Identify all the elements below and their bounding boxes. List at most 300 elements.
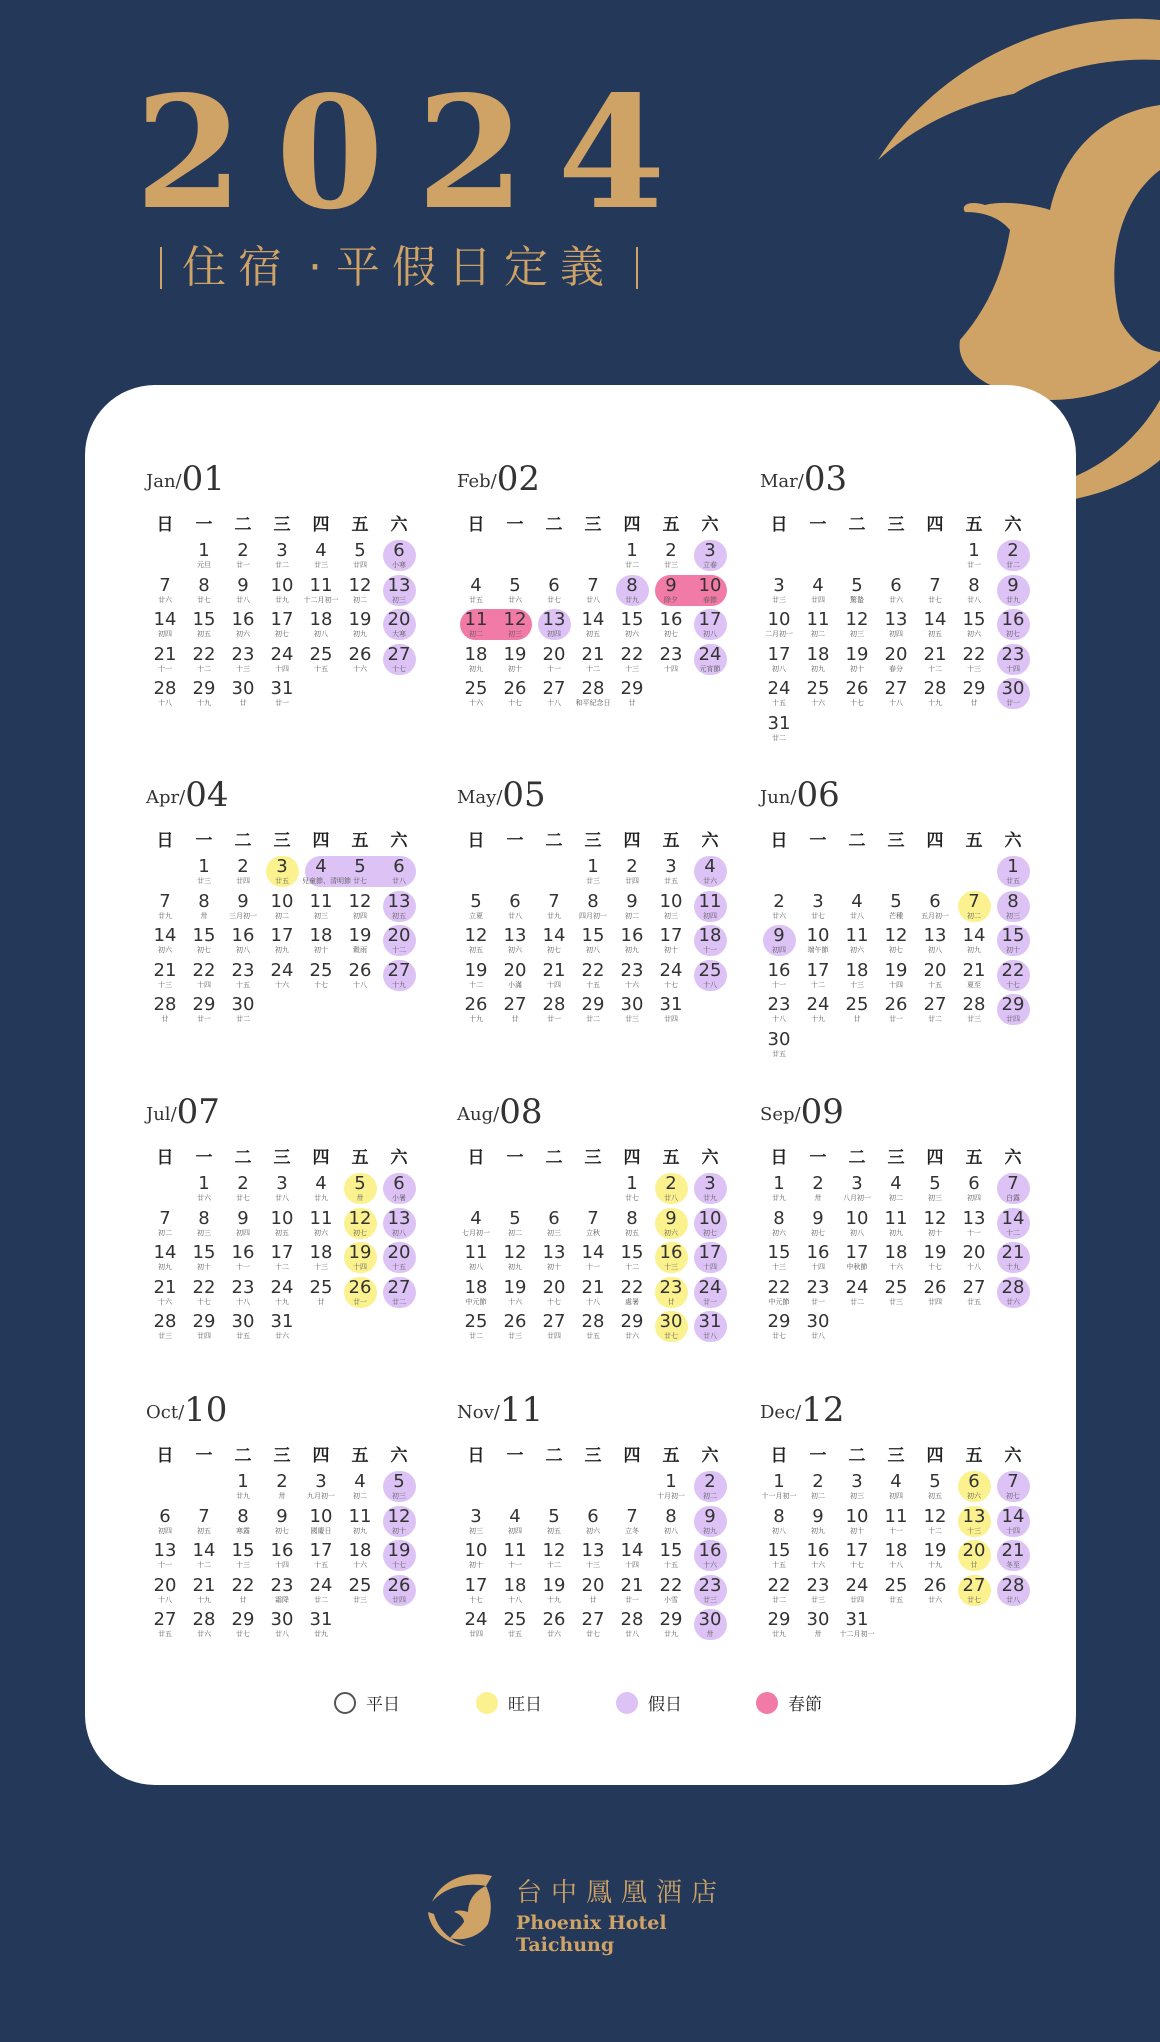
calendar-day [760, 892, 798, 926]
calendar-day [955, 541, 993, 575]
lunar-date: 十九 [811, 1015, 825, 1023]
weekday-header: 日 [156, 515, 174, 535]
calendar-day [263, 892, 301, 926]
calendar-day [185, 1243, 223, 1277]
lunar-date: 十四 [889, 980, 903, 989]
calendar-day [146, 961, 184, 995]
calendar-day [457, 1312, 495, 1346]
lunar-date: 初四 [508, 1526, 522, 1535]
day-number: 14 [620, 1540, 644, 1561]
calendar-day [691, 1541, 729, 1575]
calendar-day [994, 610, 1032, 644]
day-number: 12 [348, 890, 372, 912]
day-number: 1 [773, 1471, 785, 1492]
lunar-date: 十三 [772, 1263, 786, 1271]
weekday-header: 日 [770, 831, 788, 851]
calendar-day [955, 1541, 993, 1575]
lunar-date: 十八 [703, 980, 717, 989]
lunar-date: 初七 [1006, 630, 1020, 638]
calendar-day [652, 541, 690, 575]
day-number: 20 [387, 1242, 411, 1263]
weekday-header: 四 [623, 1148, 641, 1168]
weekday-header: 三 [887, 1446, 905, 1466]
day-number: 5 [929, 1471, 941, 1492]
lunar-date: 初四 [158, 1526, 172, 1535]
lunar-date: 初六 [158, 946, 172, 954]
calendar-day [302, 926, 340, 960]
lunar-date: 十三 [967, 1526, 981, 1535]
day-number: 30 [1001, 678, 1025, 699]
lunar-date: 驚蟄 [850, 595, 864, 604]
day-number: 12 [845, 609, 869, 630]
day-number: 28 [542, 994, 566, 1015]
day-number: 19 [348, 1242, 372, 1263]
weekday-header: 二 [848, 1148, 866, 1168]
calendar-day [652, 1174, 690, 1208]
calendar-day [613, 995, 651, 1029]
calendar-day [574, 645, 612, 679]
lunar-date: 十二 [625, 1263, 639, 1271]
calendar-day [760, 961, 798, 995]
lunar-date: 十一 [967, 1228, 981, 1237]
day-number: 6 [393, 1173, 405, 1194]
lunar-date: 十四 [625, 1561, 639, 1569]
calendar-day [652, 961, 690, 995]
calendar-day [916, 576, 954, 610]
calendar-day [652, 610, 690, 644]
calendar-day [224, 610, 262, 644]
calendar-day [457, 892, 495, 926]
lunar-date: 十三 [236, 1561, 250, 1569]
legend-item-busy [476, 1690, 542, 1715]
day-number: 26 [387, 1574, 411, 1596]
lunar-date: 穀雨 [353, 946, 367, 954]
lunar-date: 廿 [161, 1015, 169, 1023]
lunar-date: 初十 [664, 946, 678, 954]
lunar-date: 廿三 [703, 1595, 717, 1604]
lunar-date: 廿八 [275, 1194, 289, 1202]
lunar-date: 廿五 [1006, 877, 1020, 885]
day-number: 28 [153, 994, 177, 1015]
calendar-day [760, 1209, 798, 1243]
day-number: 26 [503, 678, 527, 699]
month-grid [146, 1143, 421, 1350]
calendar-day [263, 1278, 301, 1312]
calendar-day [877, 610, 915, 644]
day-number: 17 [806, 959, 830, 981]
day-number: 30 [270, 1609, 294, 1630]
calendar-day [224, 1541, 262, 1575]
month-number: 01 [181, 459, 225, 499]
lunar-date: 十三 [850, 980, 864, 989]
calendar-day [877, 576, 915, 610]
day-number: 23 [698, 1574, 722, 1596]
day-number: 24 [767, 678, 791, 699]
day-number: 7 [159, 574, 171, 596]
day-number: 14 [153, 609, 177, 630]
lunar-date: 初五 [392, 911, 406, 920]
calendar-day [613, 1278, 651, 1312]
calendar-day [691, 1312, 729, 1346]
month-number: 08 [499, 1092, 543, 1132]
calendar-day [613, 1576, 651, 1610]
lunar-date: 廿六 [772, 911, 786, 920]
calendar-day [380, 541, 418, 575]
day-number: 9 [626, 890, 638, 912]
day-number: 9 [665, 1207, 677, 1229]
legend-label-holiday: 假日 [648, 1695, 682, 1715]
weekday-header: 四 [312, 515, 330, 535]
calendar-day [496, 892, 534, 926]
day-number: 27 [542, 678, 566, 699]
month-name: Apr/ [146, 787, 186, 808]
day-number: 11 [884, 1505, 908, 1527]
day-number: 7 [198, 1505, 210, 1527]
calendar-day [496, 1576, 534, 1610]
calendar-day [955, 679, 993, 713]
day-number: 16 [231, 609, 255, 630]
lunar-date: 十四 [197, 980, 211, 989]
lunar-date: 初六 [586, 1526, 600, 1535]
weekday-header: 五 [662, 1446, 680, 1466]
weekday-header: 四 [926, 1148, 944, 1168]
day-number: 19 [503, 643, 527, 665]
calendar-day [613, 610, 651, 644]
weekday-header: 四 [926, 1446, 944, 1466]
weekday-header: 一 [195, 831, 213, 851]
lunar-date: 十四 [275, 1561, 289, 1569]
day-number: 8 [665, 1505, 677, 1527]
lunar-date: 十一月初一 [761, 1492, 797, 1500]
lunar-date: 廿二 [1006, 561, 1020, 569]
day-number: 21 [1001, 1242, 1025, 1263]
calendar-day [224, 1507, 262, 1541]
calendar-day [838, 1576, 876, 1610]
calendar-day [496, 1610, 534, 1644]
day-number: 7 [968, 890, 980, 912]
day-number: 16 [806, 1540, 830, 1561]
calendar-day [799, 1610, 837, 1644]
calendar-day [574, 961, 612, 995]
lunar-date: 立冬 [625, 1526, 639, 1535]
calendar-day [185, 1312, 223, 1346]
lunar-date: 十一 [158, 664, 172, 673]
day-number: 22 [231, 1574, 255, 1596]
day-number: 3 [704, 540, 716, 561]
calendar-day [799, 1174, 837, 1208]
day-number: 23 [659, 1276, 683, 1298]
day-number: 28 [620, 1609, 644, 1630]
calendar-day [496, 1243, 534, 1277]
day-number: 18 [884, 1540, 908, 1561]
lunar-date: 初四 [772, 946, 786, 954]
calendar-day [146, 995, 184, 1029]
calendar-day [691, 961, 729, 995]
calendar-day [146, 1209, 184, 1243]
day-number: 11 [464, 609, 488, 630]
day-number: 20 [503, 959, 527, 981]
lunar-date: 廿二 [392, 1297, 406, 1306]
day-number: 6 [587, 1505, 599, 1527]
lunar-date: 初九 [889, 1228, 903, 1237]
calendar-day [574, 995, 612, 1029]
lunar-date: 初九 [353, 630, 367, 638]
lunar-date: 廿三 [625, 1015, 639, 1023]
weekday-header: 二 [848, 515, 866, 535]
day-number: 21 [153, 643, 177, 665]
lunar-date: 十六 [353, 1561, 367, 1569]
lunar-date: 十六 [889, 1263, 903, 1271]
month-number: 04 [185, 775, 229, 815]
day-number: 11 [806, 609, 830, 630]
calendar-day [341, 1576, 379, 1610]
calendar-day [799, 679, 837, 713]
calendar-day [691, 1576, 729, 1610]
day-number: 25 [698, 959, 722, 981]
lunar-date: 十五 [314, 1561, 328, 1569]
weekday-header: 三 [887, 1148, 905, 1168]
calendar-day [185, 541, 223, 575]
lunar-date: 初九 [158, 1263, 172, 1271]
lunar-date: 十八 [586, 1297, 600, 1306]
lunar-date: 處暑 [625, 1297, 639, 1306]
calendar-day [224, 1243, 262, 1277]
lunar-date: 八月初一 [843, 1194, 871, 1202]
lunar-date: 十七 [197, 1297, 211, 1306]
day-number: 17 [659, 925, 683, 946]
lunar-date: 二月初一 [765, 630, 793, 638]
weekday-header: 一 [195, 1446, 213, 1466]
day-number: 22 [962, 643, 986, 665]
weekday-header: 二 [545, 515, 563, 535]
calendar-day [916, 926, 954, 960]
calendar-day [955, 1209, 993, 1243]
lunar-date: 廿三 [772, 595, 786, 604]
lunar-date: 廿九 [1006, 595, 1020, 604]
weekday-header: 日 [156, 1446, 174, 1466]
lunar-date: 十六 [811, 699, 825, 707]
lunar-date: 廿七 [547, 595, 561, 604]
calendar-day [838, 1541, 876, 1575]
day-number: 6 [393, 856, 405, 877]
calendar-day [380, 1278, 418, 1312]
day-number: 19 [884, 959, 908, 981]
lunar-date: 初四 [236, 1228, 250, 1237]
calendar-day [535, 1312, 573, 1346]
lunar-date: 初九 [469, 664, 483, 673]
calendar-day [380, 645, 418, 679]
weekday-header: 日 [156, 1148, 174, 1168]
day-number: 12 [387, 1505, 411, 1527]
day-number: 17 [270, 1242, 294, 1263]
lunar-date: 十八 [158, 1595, 172, 1604]
calendar-day [877, 1243, 915, 1277]
lunar-date: 初四 [547, 630, 561, 638]
lunar-date: 十一 [236, 1263, 250, 1271]
lunar-date: 十七 [508, 699, 522, 707]
calendar-day [955, 995, 993, 1029]
lunar-date: 廿六 [547, 1630, 561, 1638]
calendar-day [457, 1278, 495, 1312]
legend-item-weekday [334, 1690, 400, 1715]
lunar-date: 廿 [511, 1015, 519, 1023]
day-number: 20 [923, 959, 947, 981]
calendar-day [838, 1278, 876, 1312]
calendar-day [457, 961, 495, 995]
lunar-date: 卅 [706, 1630, 714, 1638]
day-number: 1 [198, 540, 210, 561]
brand-name-zh: 台中鳳凰酒店 [516, 1878, 727, 1908]
calendar-day [224, 1472, 262, 1506]
calendar-day [877, 1472, 915, 1506]
day-number: 4 [315, 1173, 327, 1194]
month-grid [457, 826, 732, 1033]
calendar-day [691, 1174, 729, 1208]
day-number: 14 [581, 609, 605, 630]
weekday-header: 五 [351, 515, 369, 535]
calendar-day [263, 1209, 301, 1243]
calendar-day [457, 1541, 495, 1575]
calendar-day [994, 892, 1032, 926]
day-number: 31 [270, 678, 294, 699]
lunar-date: 初三 [850, 1492, 864, 1500]
lunar-date: 廿六 [1006, 1297, 1020, 1306]
lunar-date: 十二 [928, 1526, 942, 1535]
calendar-day [457, 1243, 495, 1277]
calendar-day [994, 1576, 1032, 1610]
day-number: 15 [581, 925, 605, 946]
month-grid [760, 1441, 1035, 1648]
day-number: 21 [153, 1276, 177, 1298]
lunar-date: 廿九 [236, 1492, 250, 1500]
day-number: 1 [198, 1173, 210, 1194]
lunar-date: 廿一 [889, 1015, 903, 1023]
day-number: 2 [237, 540, 249, 561]
month-grid [146, 826, 421, 1033]
day-number: 9 [237, 1207, 249, 1229]
calendar-day [185, 610, 223, 644]
calendar-day [652, 1312, 690, 1346]
lunar-date: 卅 [356, 1194, 364, 1202]
lunar-date: 初二 [353, 595, 367, 604]
calendar-day [994, 926, 1032, 960]
calendar-day [224, 1174, 262, 1208]
calendar-day [496, 961, 534, 995]
weekday-header: 一 [506, 1148, 524, 1168]
day-number: 22 [659, 1574, 683, 1596]
calendar-day [146, 645, 184, 679]
day-number: 30 [231, 678, 255, 699]
day-number: 27 [153, 1609, 177, 1630]
lunar-date: 初三 [314, 911, 328, 920]
calendar-day [302, 1472, 340, 1506]
calendar-day [302, 1243, 340, 1277]
weekday-header: 三 [887, 831, 905, 851]
day-number: 24 [270, 1276, 294, 1298]
calendar-day [263, 961, 301, 995]
calendar-day [877, 961, 915, 995]
day-number: 27 [884, 678, 908, 699]
day-number: 8 [198, 574, 210, 596]
lunar-date: 十五 [664, 1561, 678, 1569]
calendar-day [496, 1507, 534, 1541]
calendar-day [760, 995, 798, 1029]
lunar-date: 初十 [547, 1263, 561, 1271]
legend-dot-spring [756, 1692, 778, 1714]
lunar-date: 廿九 [158, 911, 172, 920]
calendar-day [535, 1610, 573, 1644]
day-number: 19 [503, 1276, 527, 1298]
day-number: 16 [659, 1242, 683, 1263]
lunar-date: 十二月初一 [839, 1630, 875, 1638]
day-number: 16 [620, 925, 644, 946]
calendar-day [574, 1278, 612, 1312]
calendar-day [457, 1610, 495, 1644]
page-subtitle [140, 242, 658, 293]
lunar-date: 廿 [970, 1561, 978, 1569]
month-number: 05 [502, 775, 546, 815]
lunar-date: 初六 [967, 630, 981, 638]
calendar-day [799, 995, 837, 1029]
lunar-date: 十七 [850, 1561, 864, 1569]
lunar-date: 廿八 [967, 595, 981, 604]
day-number: 9 [812, 1505, 824, 1527]
lunar-date: 十四 [1006, 664, 1020, 673]
month-grid [457, 510, 732, 717]
calendar-day [224, 645, 262, 679]
day-number: 9 [773, 925, 785, 946]
day-number: 12 [348, 574, 372, 596]
lunar-date: 十八 [772, 1015, 786, 1023]
calendar-day [613, 541, 651, 575]
month-06 [760, 758, 1050, 1067]
lunar-date: 廿三 [664, 561, 678, 569]
lunar-date: 初七 [889, 946, 903, 954]
day-number: 13 [387, 890, 411, 912]
calendar-day [691, 1507, 729, 1541]
calendar-day [838, 576, 876, 610]
lunar-date: 初二 [625, 911, 639, 920]
day-number: 19 [542, 1574, 566, 1596]
calendar-day [691, 892, 729, 926]
calendar-day [146, 1576, 184, 1610]
day-number: 14 [962, 925, 986, 946]
lunar-date: 十三 [586, 1561, 600, 1569]
lunar-date: 廿 [239, 699, 247, 707]
weekday-header: 一 [809, 1446, 827, 1466]
calendar-day [380, 576, 418, 610]
calendar-day [799, 926, 837, 960]
calendar-day [613, 679, 651, 713]
lunar-date: 十九 [469, 1015, 483, 1023]
lunar-date: 廿九 [625, 595, 639, 604]
lunar-date: 廿四 [625, 877, 639, 885]
calendar-day [496, 1278, 534, 1312]
day-number: 14 [1001, 1207, 1025, 1229]
calendar-day [613, 645, 651, 679]
day-number: 23 [767, 994, 791, 1015]
day-number: 24 [845, 1276, 869, 1298]
day-number: 3 [276, 856, 288, 877]
calendar-day [263, 1472, 301, 1506]
day-number: 15 [767, 1540, 791, 1561]
calendar-day [994, 1278, 1032, 1312]
lunar-date: 國慶日 [310, 1526, 332, 1535]
month-header [760, 1373, 1050, 1430]
day-number: 22 [581, 959, 605, 981]
lunar-date: 十三 [664, 1263, 678, 1271]
day-number: 28 [153, 678, 177, 699]
